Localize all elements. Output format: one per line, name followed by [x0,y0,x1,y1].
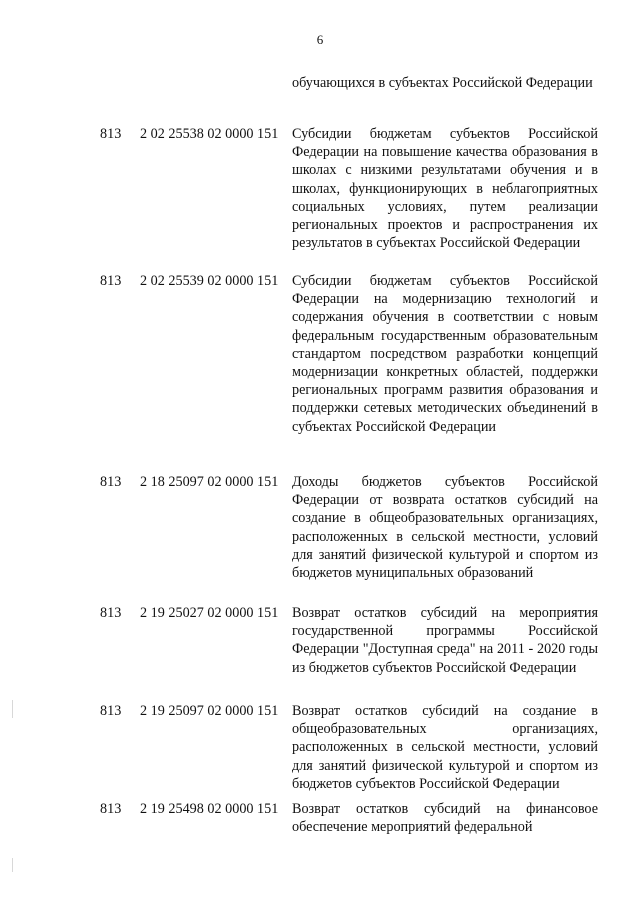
row-description: Возврат остатков субсидий на создание в общеобразовательных организациях, расположенных в сельской местности, условий для занятий физической культурой и спортом из бюджетов субъектов Российской Федерации [292,703,598,792]
admin-code: 813 [100,474,122,490]
row-description: Возврат остатков субсидий на финансовое обеспечение мероприятий федеральной [292,801,598,836]
admin-code: 813 [100,801,122,817]
kbk-code: 2 02 25539 02 0000 151 [140,273,279,289]
kbk-code: 2 02 25538 02 0000 151 [140,126,279,142]
scan-margin-mark [12,700,13,718]
kbk-code: 2 19 25027 02 0000 151 [140,605,279,621]
admin-code: 813 [100,703,122,719]
continuation-text: обучающихся в субъектах Российской Федерации [292,75,593,91]
row-description: Субсидии бюджетам субъектов Российской Федерации на модернизацию технологий и содержания обучения в соответствии с новым федеральным государственным образовательным стандартом посредством разработки концепций модернизации конкретных областей, поддержки региональных программ развития образования и поддержки сетевых методических объединений в субъектах Российской Федерации [292,273,598,435]
kbk-code: 2 18 25097 02 0000 151 [140,474,279,490]
row-description: Возврат остатков субсидий на мероприятия государственной программы Российской Федерации "Доступная среда" на 2011 - 2020 годы из бюджетов субъектов Российской Федерации [292,605,598,676]
scan-margin-mark [12,858,13,872]
page-number: 6 [316,32,324,47]
admin-code: 813 [100,126,122,142]
admin-code: 813 [100,273,122,289]
row-description: Доходы бюджетов субъектов Российской Федерации от возврата остатков субсидий на создание в общеобразовательных организациях, расположенных в сельской местности, условий для занятий физической культурой и спортом из бюджетов муниципальных образований [292,474,598,582]
admin-code: 813 [100,605,122,621]
kbk-code: 2 19 25097 02 0000 151 [140,703,279,719]
kbk-code: 2 19 25498 02 0000 151 [140,801,279,817]
row-description: Субсидии бюджетам субъектов Российской Федерации на повышение качества образования в школах с низкими результатами обучения и в школах, функционирующих в неблагоприятных социальных условиях, путем реализации региональных проектов и распространения их результатов в субъектах Российской Федерации [292,126,598,252]
